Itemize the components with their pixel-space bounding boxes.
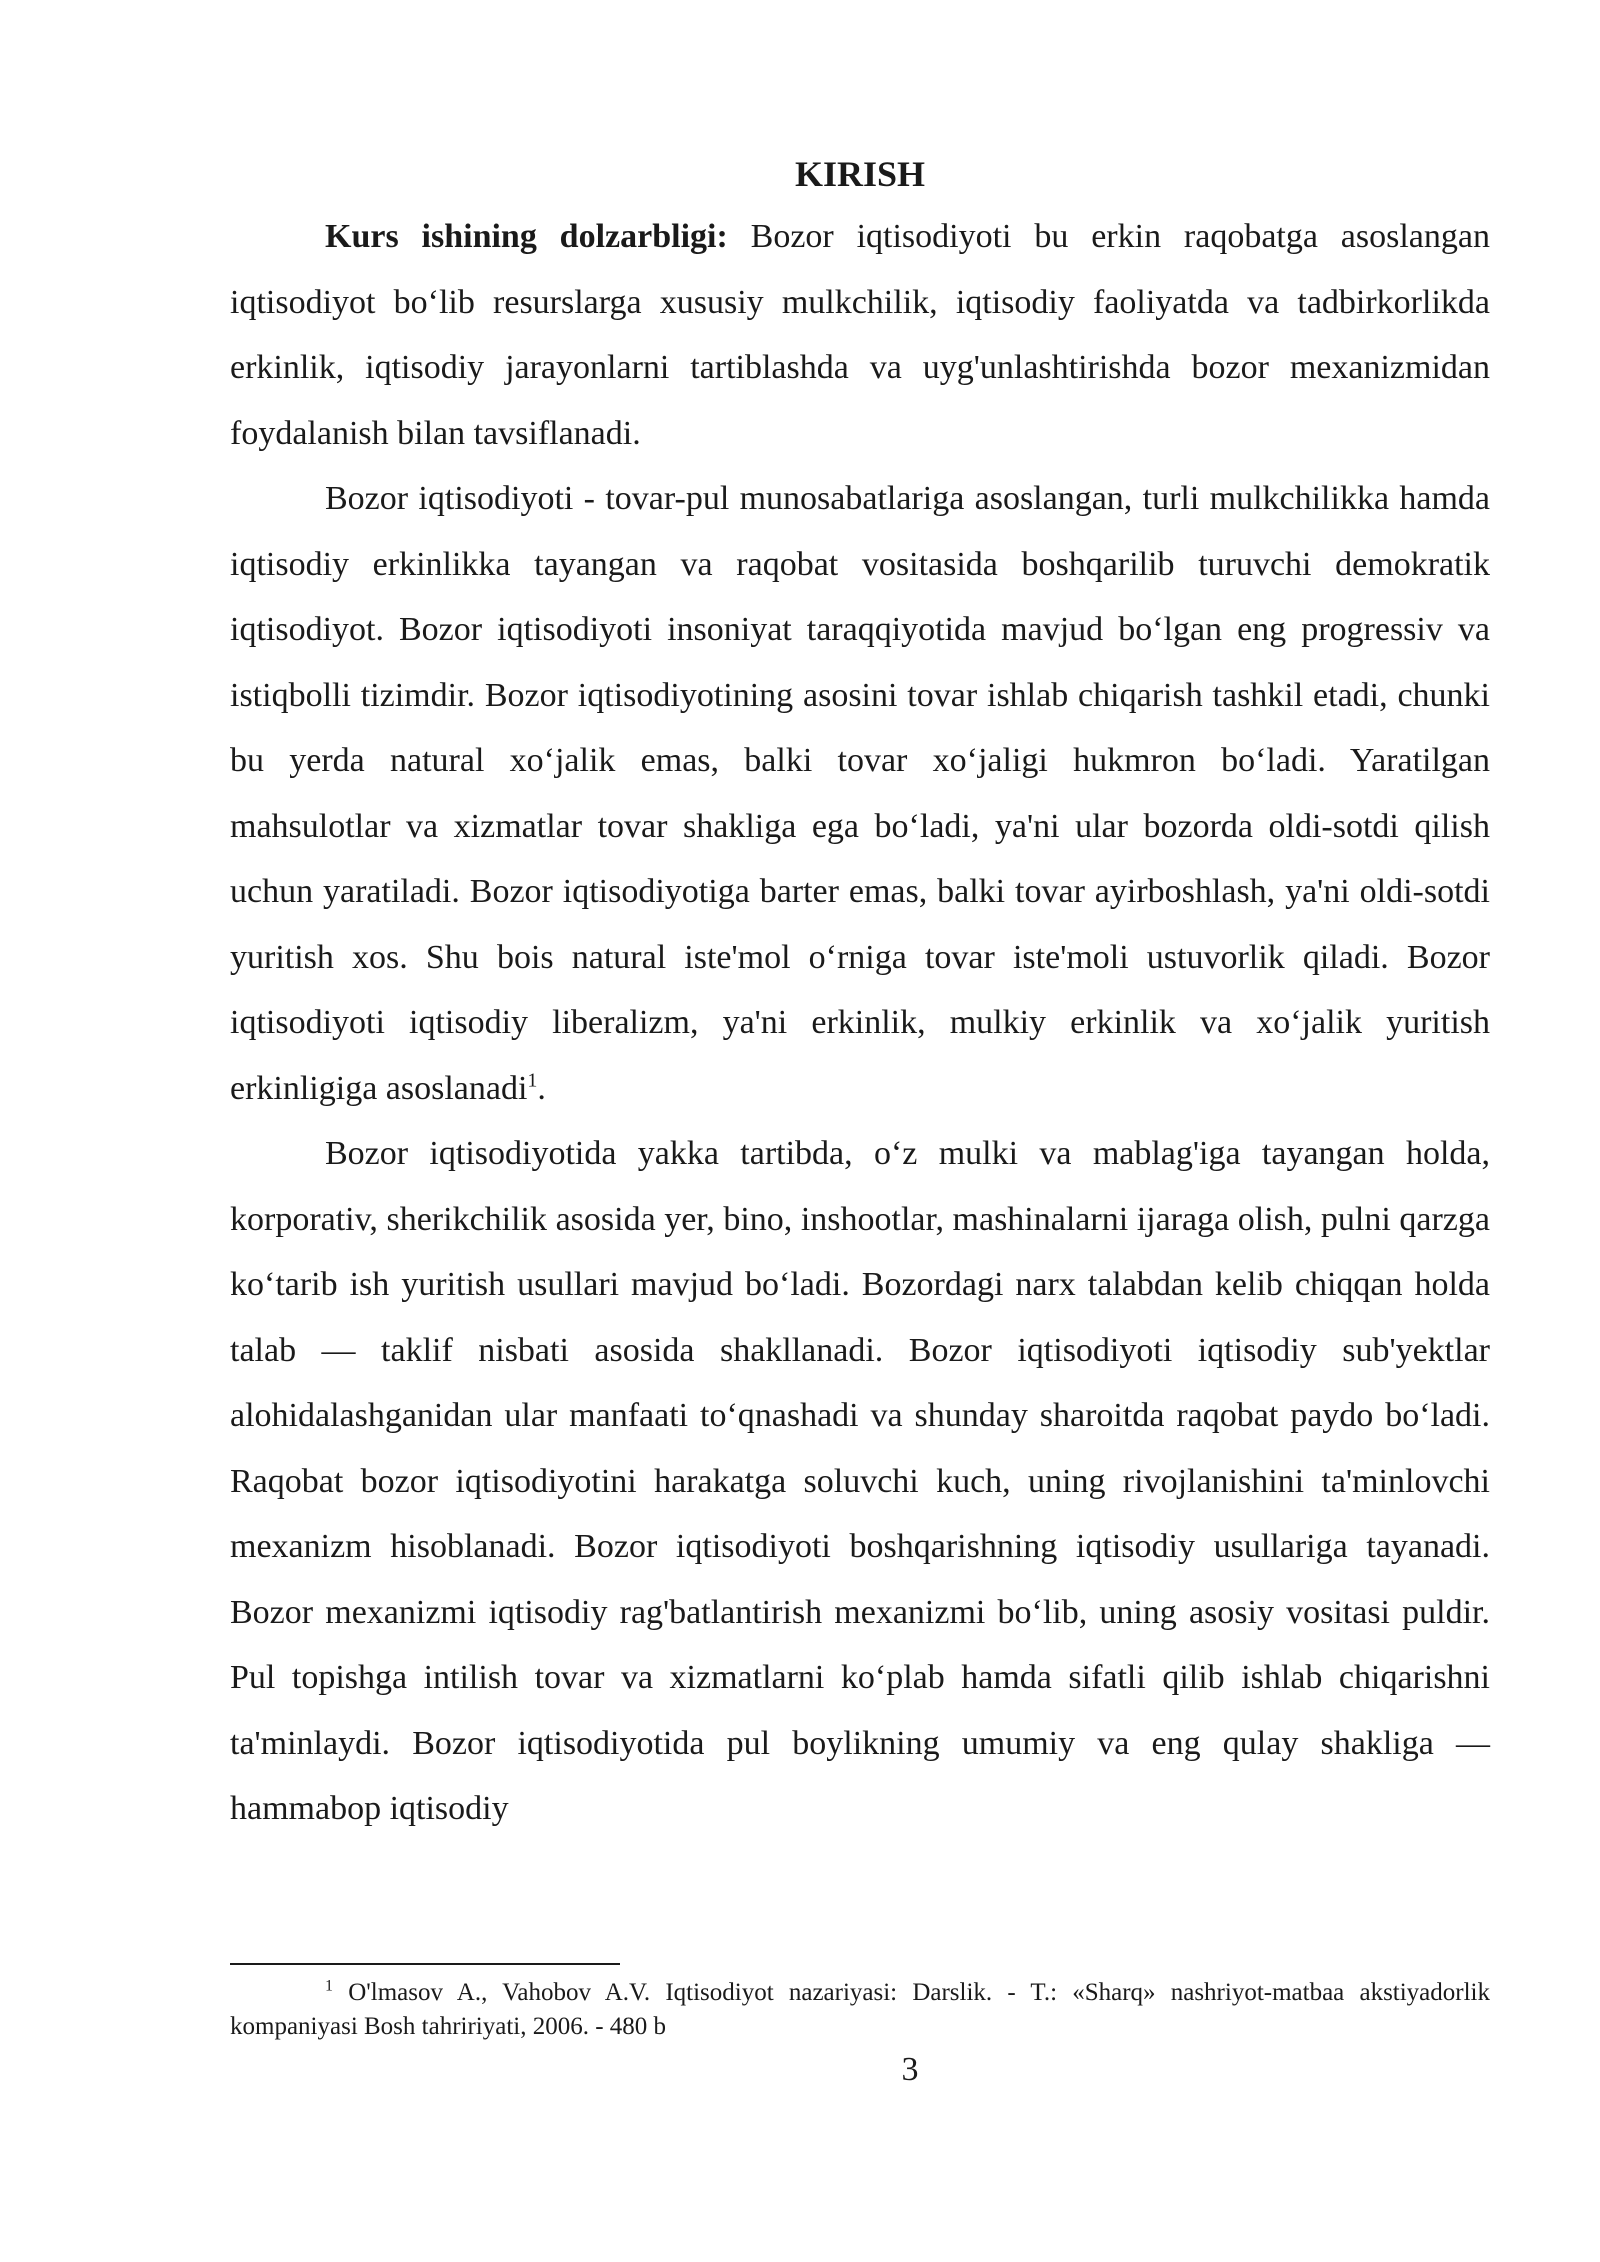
footnote-separator: [230, 1963, 620, 1965]
paragraph-tail: .: [537, 1069, 546, 1107]
footnote-number: 1: [325, 1977, 333, 1995]
paragraph-text: Bozor iqtisodiyotida yakka tartibda, o‘z mulki va mablag'iga tayangan holda, korporativ, sherikchilik asosida yer, bino, inshootlar, mashinalarni ijaraga olish, pulni qarzga ko‘tarib ish yuritish usullari mavjud bo‘ladi. Bozordagi narx talabdan kelib chiqqan holda talab — taklif nisbati asosida shakllanadi. Bozor iqtisodiyoti iqtisodiy sub'yektlar alohidalashganidan ular manfaati to‘qnashadi va shunday sharoitda raqobat paydo bo‘ladi. Raqobat bozor iqtisodiyotini harakatga soluvchi kuch, uning rivojlanishini ta'minlovchi mexanizm hisoblanadi. Bozor iqtisodiyoti boshqarishning iqtisodiy usullariga tayanadi. Bozor mexanizmi iqtisodiy rag'batlantirish mexanizmi bo‘lib, uning asosiy vositasi puldir. Pul topishga intilish tovar va xizmatlarni ko‘plab hamda sifatli qilib ishlab chiqarishni ta'minlaydi. Bozor iqtisodiyotida pul boylikning umumiy va eng qulay shakliga — hammabop iqtisodiy: [230, 1135, 1490, 1827]
paragraph-lead: Kurs ishining dolzarbligi:: [325, 218, 728, 255]
page-number: 3: [901, 2051, 919, 2088]
paragraph-text: Bozor iqtisodiyoti bu erkin raqobatga asoslangan iqtisodiyot bo‘lib resurslarga xususiy mulkchilik, iqtisodiy faoliyatda va tadbirkorlikda erkinlik, iqtisodiy jarayonlarni tartiblashda va uyg'unlashtirishda bozor mexanizmidan foydalanish bilan tavsiflanadi.: [230, 218, 1490, 452]
paragraph-market-economy: [230, 466, 1490, 1121]
paragraph-text: Bozor iqtisodiyoti - tovar-pul munosabatlariga asoslangan, turli mulkchilikka hamda iqtisodiy erkinlikka tayangan va raqobat vositasida boshqarilib turuvchi demokratik iqtisodiyot. Bozor iqtisodiyoti insoniyat taraqqiyotida mavjud bo‘lgan eng progressiv va istiqbolli tizimdir. Bozor iqtisodiyotining asosini tovar ishlab chiqarish tashkil etadi, chunki bu yerda natural xo‘jalik emas, balki tovar xo‘jaligi hukmron bo‘ladi. Yaratilgan mahsulotlar va xizmatlar tovar shakliga ega bo‘ladi, ya'ni ular bozorda oldi-sotdi qilish uchun yaratiladi. Bozor iqtisodiyotiga barter emas, balki tovar ayirboshlash, ya'ni oldi-sotdi yuritish xos. Shu bois natural iste'mol o‘rniga tovar iste'moli ustuvorlik qiladi. Bozor iqtisodiyoti iqtisodiy liberalizm, ya'ni erkinlik, mulkiy erkinlik va xo‘jalik yuritish erkinligiga asoslanadi: [230, 480, 1490, 1107]
paragraph-relevance: [230, 204, 1490, 466]
page-body: [230, 148, 1490, 1842]
paragraph-market-mechanism: [230, 1121, 1490, 1842]
footnote: [230, 1976, 1490, 2044]
footnote-text: O'lmasov A., Vahobov A.V. Iqtisodiyot nazariyasi: Darslik. - T.: «Sharq» nashriyot-matbaa akstiyadorlik kompaniyasi Bosh tahririyati, 2006. - 480 b: [230, 1979, 1490, 2040]
footnote-reference[interactable]: 1: [527, 1069, 538, 1092]
page-heading: KIRISH: [794, 154, 926, 194]
